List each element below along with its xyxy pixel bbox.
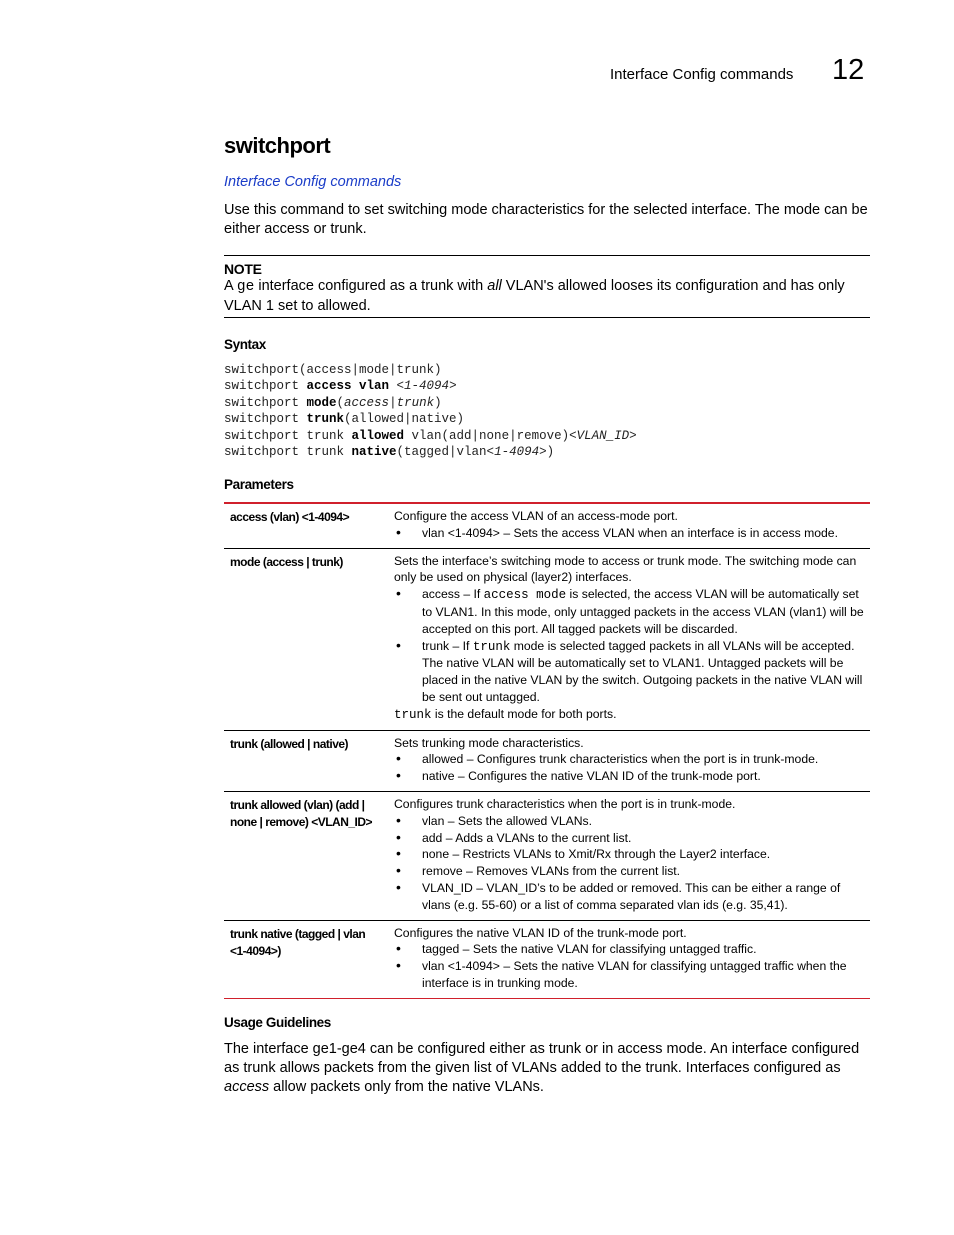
- note-label: NOTE: [224, 261, 262, 277]
- parameter-summary: [394, 553, 870, 587]
- bullet-item: [394, 863, 870, 880]
- bullet-text: remove – Removes VLANs from the current list.: [422, 864, 681, 879]
- bullet-list: [394, 751, 870, 785]
- bullet-list: [394, 525, 870, 542]
- parameters-heading: Parameters: [224, 477, 294, 492]
- parameter-name: trunk (allowed | native): [230, 736, 349, 751]
- note-text-mid: interface configured as a trunk with: [254, 278, 488, 294]
- page-title: switchport: [224, 133, 331, 158]
- syntax-line: [224, 378, 637, 394]
- bullet-item: [394, 586, 870, 637]
- bullet-text: trunk: [472, 639, 511, 654]
- bullet-item: [394, 768, 870, 785]
- bullet-list: [394, 813, 870, 914]
- parameter-summary: [394, 508, 870, 525]
- syntax-block: [224, 362, 637, 460]
- note-code: ge: [236, 279, 255, 295]
- header-section-title: Interface Config commands: [610, 66, 794, 83]
- syntax-token: (: [336, 395, 345, 410]
- section-link[interactable]: Interface Config commands: [224, 174, 402, 190]
- parameter-row: [224, 730, 870, 791]
- parameter-row: [224, 504, 870, 548]
- bullet-text: vlan <1-4094> – Sets the native VLAN for classifying untagged traffic when the interface is in trunking mode.: [422, 959, 847, 990]
- parameter-row: [224, 920, 870, 998]
- bullet-text: native – Configures the native VLAN ID of the trunk-mode port.: [422, 769, 761, 784]
- bullet-item: [394, 958, 870, 992]
- syntax-token: >: [629, 428, 637, 443]
- intro-paragraph: Use this command to set switching mode characteristics for the selected interface. The mode can be either access or trunk.: [224, 202, 868, 237]
- bullet-item: [394, 751, 870, 768]
- bullet-text: tagged – Sets the native VLAN for classifying untagged traffic.: [422, 942, 757, 957]
- bullet-text: vlan <1-4094> – Sets the access VLAN when an interface is in access mode.: [422, 525, 838, 540]
- usage-text-pre: The interface ge1-ge4 can be configured either as trunk or in access mode. An interface configured as trunk allows packets from the given list of VLANs added to the trunk. Interfaces configured as: [224, 1041, 860, 1076]
- parameter-name: mode (access | trunk): [230, 554, 343, 569]
- bullet-text: none – Restricts VLANs to Xmit/Rx through the Layer2 interface.: [422, 847, 771, 862]
- syntax-token: (tagged|vlan<: [396, 445, 495, 460]
- parameter-summary: [394, 925, 870, 942]
- parameter-description: [394, 796, 870, 914]
- bullet-item: [394, 880, 870, 914]
- syntax-token: allowed: [351, 428, 405, 443]
- syntax-token: ): [434, 395, 442, 410]
- bullet-item: [394, 638, 870, 706]
- description-text: Configures the native VLAN ID of the trunk-mode port.: [394, 925, 687, 940]
- syntax-line: [224, 444, 637, 460]
- bullet-item: [394, 830, 870, 847]
- bullet-list: [394, 941, 870, 991]
- footnote-text: trunk: [394, 707, 432, 722]
- syntax-line: [224, 395, 637, 411]
- parameter-footnote: [394, 706, 870, 724]
- note-text-post: VLAN's allowed looses its configuration and has only VLAN 1 set to allowed.: [224, 278, 845, 314]
- footnote-text: is the default mode for both ports.: [431, 706, 617, 721]
- syntax-line: [224, 362, 637, 378]
- syntax-token: native: [351, 445, 397, 460]
- syntax-token: mode: [306, 395, 337, 410]
- usage-paragraph: [224, 1040, 870, 1097]
- parameter-name: access (vlan) <1-4094>: [230, 510, 350, 524]
- syntax-token: VLAN_ID: [576, 428, 630, 443]
- note-text-pre: A: [224, 278, 237, 294]
- description-text: Configures trunk characteristics when the port is in trunk-mode.: [394, 796, 736, 811]
- note-text: [224, 277, 870, 316]
- description-text: Sets trunking mode characteristics.: [394, 735, 584, 750]
- parameter-row: [224, 791, 870, 920]
- syntax-token: switchport(access|mode|trunk): [224, 363, 442, 377]
- syntax-token: trunk: [396, 395, 435, 410]
- syntax-token: (allowed|native): [344, 412, 465, 427]
- syntax-token: vlan(add|none|remove)<: [404, 428, 577, 443]
- syntax-token: switchport: [224, 379, 307, 394]
- parameter-description: [394, 553, 870, 724]
- bullet-text: access – If: [422, 587, 484, 602]
- bullet-item: [394, 941, 870, 958]
- bullet-text: add – Adds a VLANs to the current list.: [422, 830, 632, 845]
- syntax-token: |: [389, 395, 397, 410]
- bullet-list: [394, 586, 870, 706]
- parameter-description: [394, 735, 870, 785]
- syntax-heading: Syntax: [224, 337, 266, 352]
- bullet-item: [394, 846, 870, 863]
- bullet-text: allowed – Configures trunk characteristics when the port is in trunk-mode.: [422, 752, 819, 767]
- syntax-token: access vlan: [306, 379, 390, 394]
- bullet-text: access mode: [483, 588, 567, 603]
- syntax-token: access: [344, 395, 390, 410]
- bullet-item: [394, 525, 870, 542]
- bullet-text: mode is selected tagged packets in all VLANs will be accepted. The native VLAN will be automatically set to VLAN1. Untagged packets will be placed in the native VLAN by the switch. Outgoing packets in the native VLAN will be sent out untagged.: [422, 638, 863, 704]
- parameter-name: trunk allowed (vlan) (add | none | remove) <VLAN_ID>: [230, 797, 373, 829]
- parameter-name: trunk native (tagged | vlan <1-4094>): [230, 926, 366, 958]
- syntax-token: >: [449, 379, 457, 394]
- chapter-number: 12: [832, 54, 865, 86]
- syntax-token: 1-4094: [494, 445, 540, 460]
- syntax-token: 1-4094: [404, 379, 450, 394]
- parameters-table: [224, 502, 870, 999]
- usage-emphasis: access: [224, 1079, 270, 1095]
- description-text: Configure the access VLAN of an access-mode port.: [394, 509, 678, 523]
- syntax-token: switchport: [224, 412, 307, 427]
- parameter-summary: [394, 796, 870, 813]
- syntax-token: switchport trunk: [224, 445, 352, 460]
- syntax-token: <: [389, 379, 405, 394]
- parameter-summary: [394, 735, 870, 752]
- parameter-description: [394, 925, 870, 992]
- syntax-token: trunk: [306, 412, 345, 427]
- bullet-item: [394, 813, 870, 830]
- usage-heading: Usage Guidelines: [224, 1015, 331, 1030]
- note-emphasis: all: [487, 278, 502, 294]
- parameter-row: [224, 548, 870, 730]
- parameter-description: [394, 508, 870, 542]
- bullet-text: vlan – Sets the allowed VLANs.: [422, 813, 593, 828]
- bullet-text: trunk – If: [422, 638, 473, 653]
- syntax-token: >): [539, 445, 555, 460]
- usage-text-post: allow packets only from the native VLANs.: [269, 1079, 544, 1095]
- syntax-token: switchport: [224, 395, 307, 410]
- note-box: [224, 255, 870, 318]
- bullet-text: VLAN_ID – VLAN_ID’s to be added or removed. This can be either a range of vlans (e.g. 55-60) or a list of comma separated vlan ids (e.g. 35,41).: [422, 880, 841, 912]
- bullet-text: is selected, the access VLAN will be automatically set to VLAN1. In this mode, only untagged packets in the access VLAN (vlan1) will be accepted on this port. All tagged packets will be discarded.: [422, 587, 864, 636]
- description-text: Sets the interface’s switching mode to access or trunk mode. The switching mode can only be used on physical (layer2) interfaces.: [394, 553, 857, 585]
- syntax-line: [224, 411, 637, 427]
- syntax-line: [224, 428, 637, 444]
- syntax-token: switchport trunk: [224, 428, 352, 443]
